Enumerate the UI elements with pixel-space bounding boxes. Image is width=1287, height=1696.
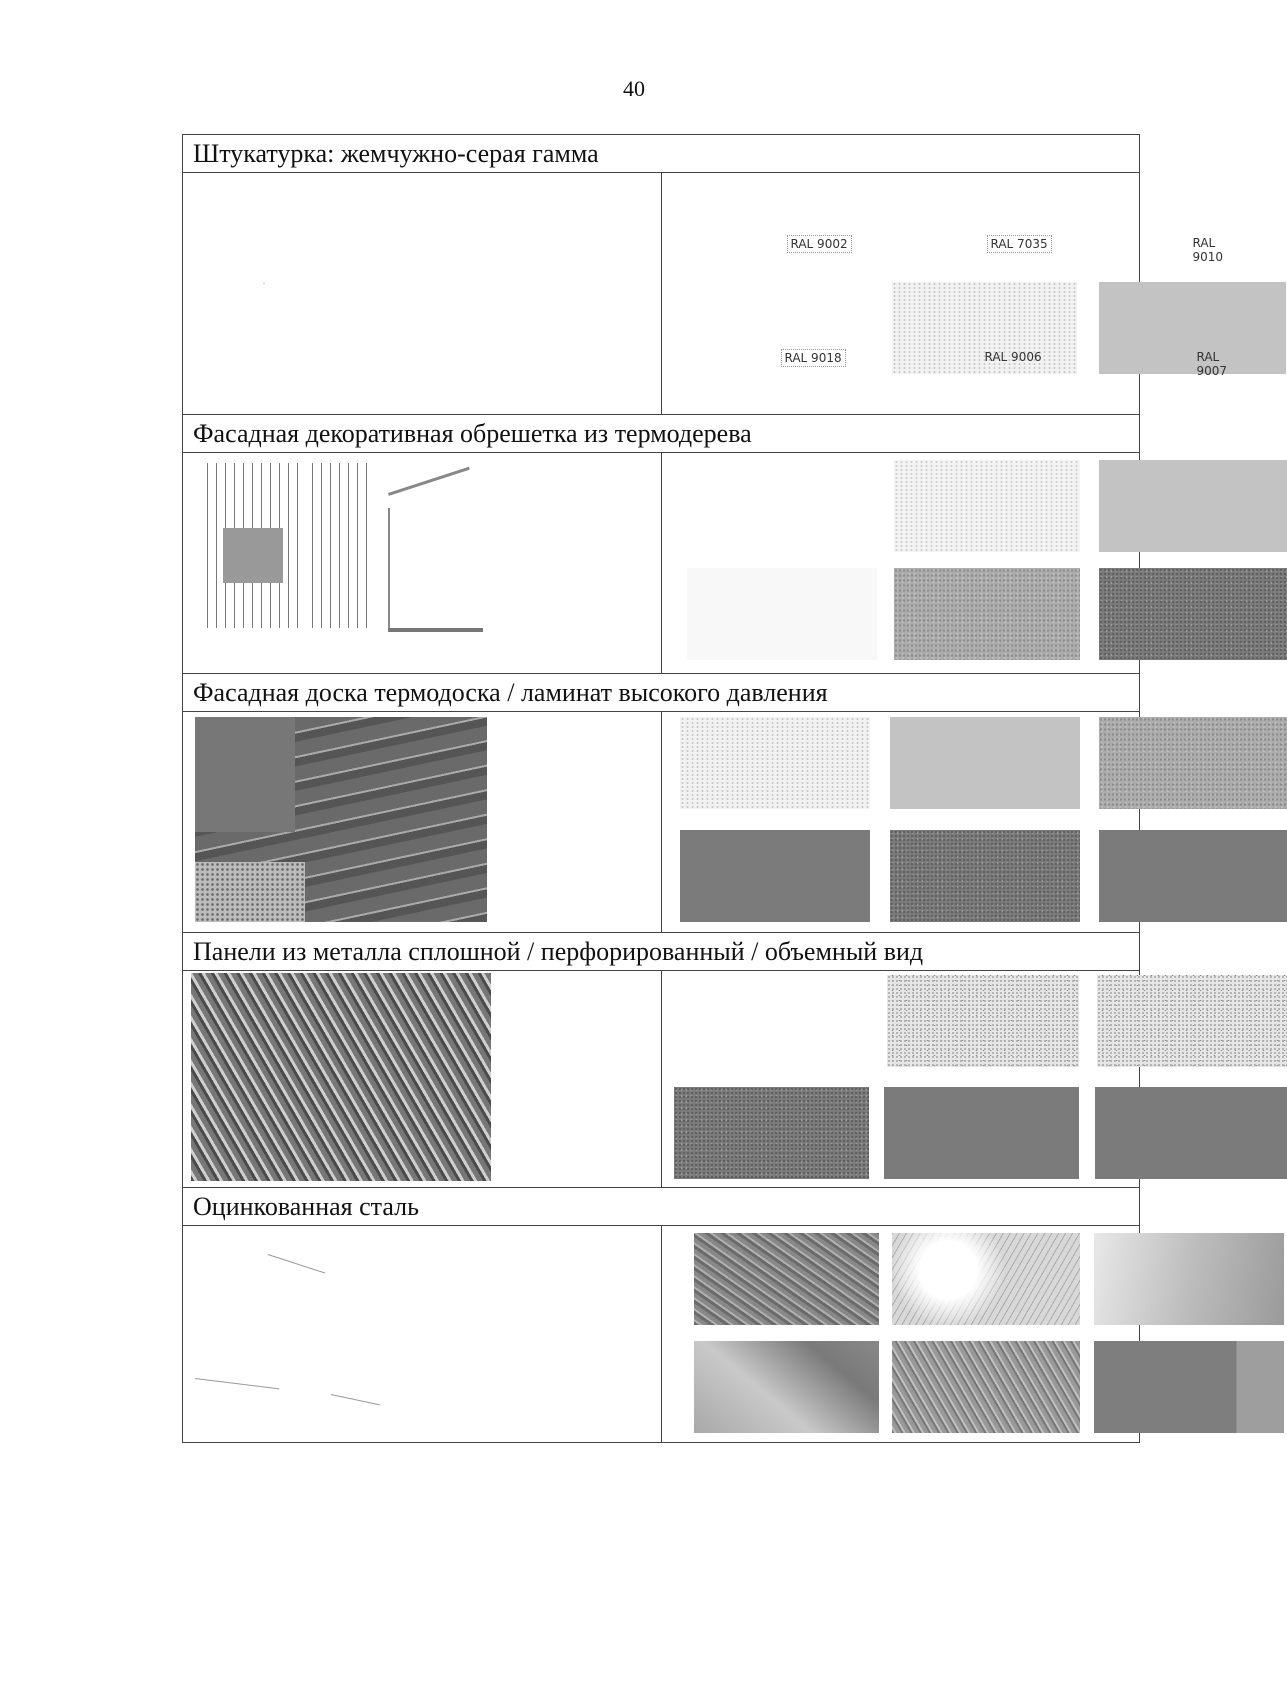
wall-photo <box>195 717 295 832</box>
section-image <box>183 173 662 415</box>
swatch-label: RAL 9018 <box>781 349 846 367</box>
section-title-row <box>183 415 1140 453</box>
faint-line <box>195 1378 279 1389</box>
section-image <box>183 453 662 674</box>
swatch <box>1095 1087 1287 1179</box>
section-title: Штукатурка: жемчужно-серая гамма <box>183 135 1140 173</box>
swatch <box>1099 717 1287 809</box>
swatch <box>694 1233 879 1325</box>
post-photo <box>388 508 390 628</box>
faint-line <box>331 1394 380 1405</box>
swatch <box>1094 1341 1284 1433</box>
section-title-row <box>183 135 1140 173</box>
swatch <box>892 1341 1080 1433</box>
swatch <box>894 460 1080 552</box>
gravel-photo <box>195 862 305 922</box>
section-image <box>183 712 662 933</box>
swatch <box>894 568 1080 660</box>
section-title-row <box>183 1188 1140 1226</box>
window-photo <box>223 528 283 583</box>
swatch <box>887 975 1079 1067</box>
section-title-row <box>183 933 1140 971</box>
swatch <box>680 717 870 809</box>
materials-table <box>182 134 1228 1443</box>
swatch <box>892 1233 1080 1325</box>
swatch <box>890 717 1080 809</box>
swatch-label: RAL 7035 <box>987 235 1052 253</box>
swatch <box>890 830 1080 922</box>
section-content-row <box>183 1226 1140 1443</box>
swatch-label: RAL 9006 <box>984 350 1042 364</box>
faint-line <box>268 1254 325 1273</box>
beam-photo <box>388 467 470 496</box>
swatch <box>1099 460 1287 552</box>
metal-panel-photo <box>191 973 491 1181</box>
swatch <box>884 1087 1079 1179</box>
swatch-label: RAL 9007 <box>1196 350 1228 378</box>
section-content-row <box>183 971 1140 1188</box>
swatch <box>1097 975 1287 1067</box>
page-number: 40 <box>623 76 645 101</box>
swatch-grid <box>661 971 1140 1188</box>
section-image <box>183 971 662 1188</box>
swatch-label: RAL 9002 <box>787 235 852 253</box>
section-content-row <box>183 173 1140 415</box>
swatch <box>680 830 870 922</box>
section-title: Панели из металла сплошной / перфорированный / объемный вид <box>183 933 1140 971</box>
beam-photo <box>388 628 483 632</box>
swatch <box>1094 1233 1284 1325</box>
section-image <box>183 1226 662 1443</box>
section-title: Оцинкованная сталь <box>183 1188 1140 1226</box>
swatch-grid <box>661 712 1140 933</box>
swatch <box>674 1087 869 1179</box>
swatch-grid <box>661 173 1228 415</box>
swatch-label: RAL 9010 <box>1192 236 1224 264</box>
section-title: Фасадная декоративная обрешетка из термодерева <box>183 415 1140 453</box>
section-title: Фасадная доска термодоска / ламинат высокого давления <box>183 674 1140 712</box>
swatch <box>687 568 877 660</box>
facade-lattice-photo <box>308 463 368 628</box>
section-content-row <box>183 712 1140 933</box>
swatch-grid <box>661 1226 1140 1443</box>
swatch <box>1099 830 1287 922</box>
swatch <box>1099 282 1286 374</box>
swatch <box>694 1341 879 1433</box>
swatch <box>1099 568 1287 660</box>
section-content-row <box>183 453 1140 674</box>
section-title-row <box>183 674 1140 712</box>
swatch-grid <box>661 453 1140 674</box>
